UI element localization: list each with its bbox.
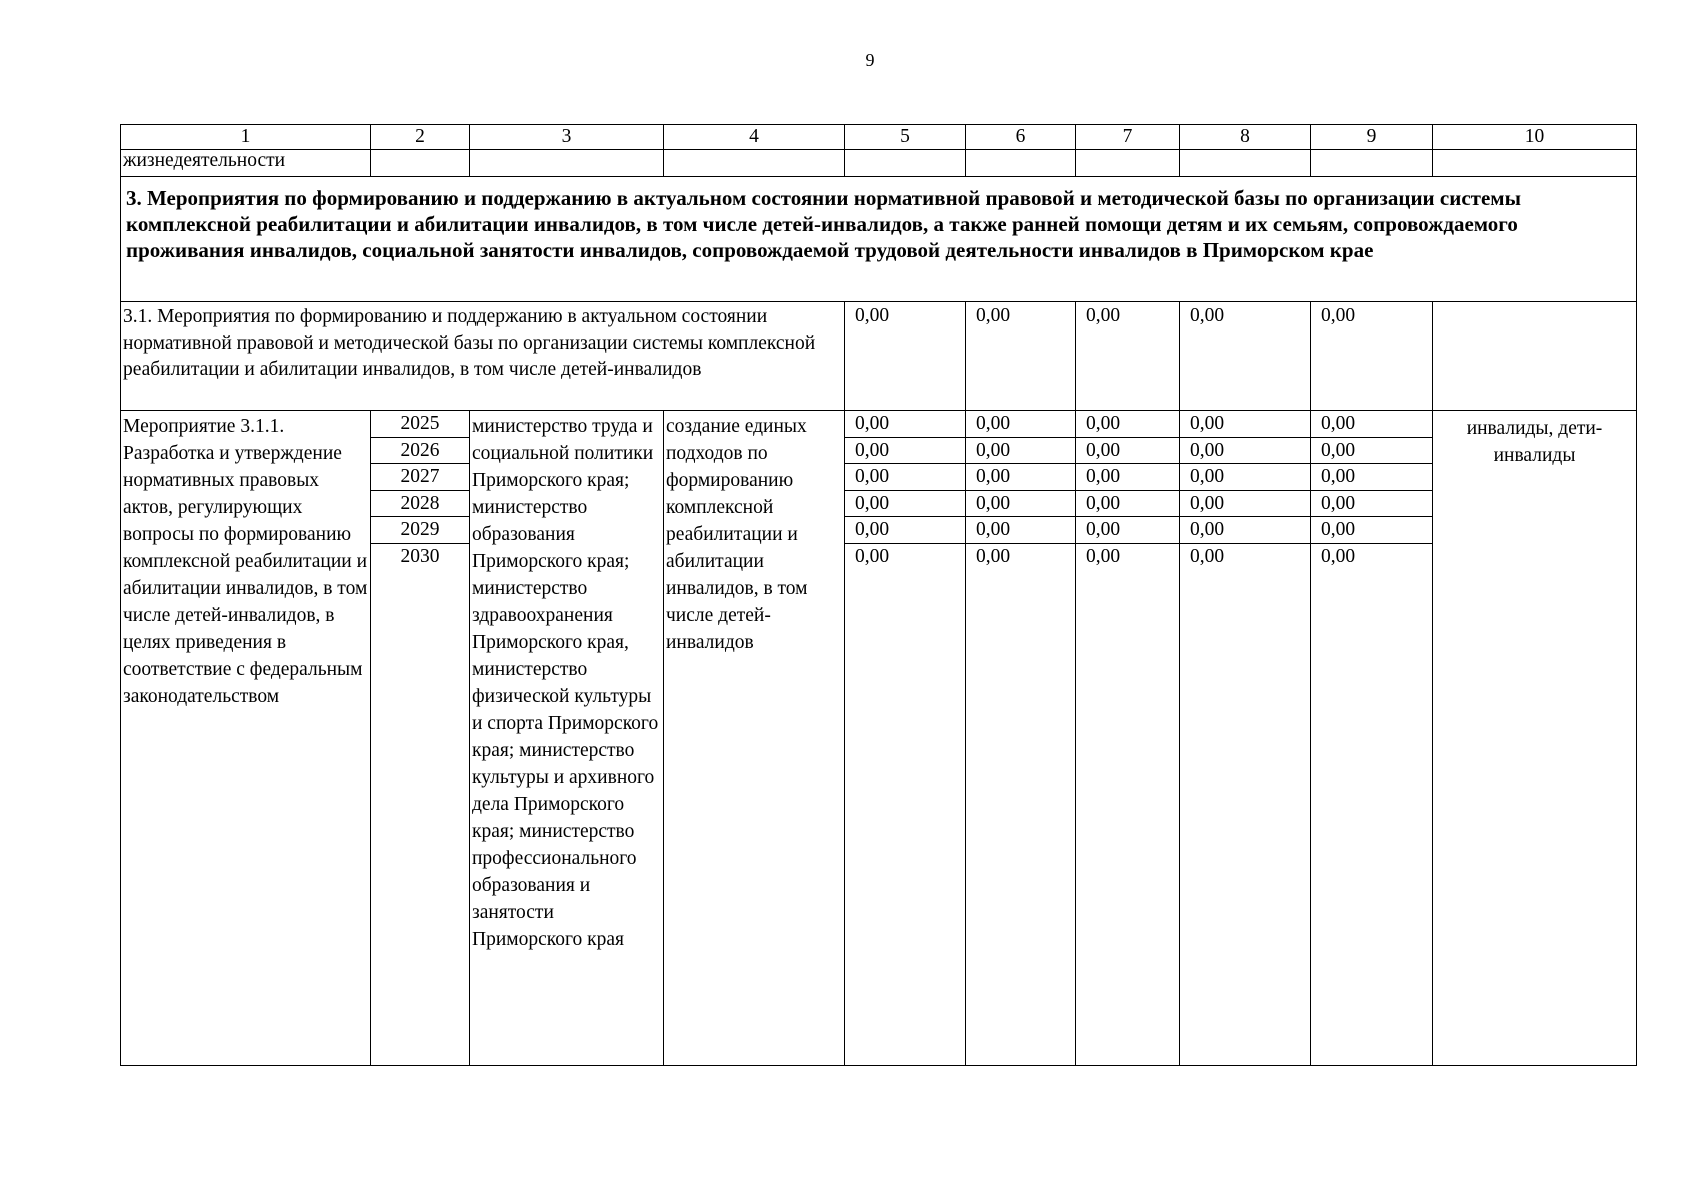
column-header: 4 (664, 125, 845, 150)
value: 0,00 (1180, 438, 1310, 465)
value: 0,00 (1180, 491, 1310, 518)
continuation-row (121, 150, 1637, 177)
year: 2028 (371, 491, 469, 518)
subsection-value: 0,00 (1311, 302, 1433, 411)
year: 2025 (371, 411, 469, 438)
column-header: 9 (1311, 125, 1433, 150)
program-table (120, 124, 1637, 1066)
year: 2030 (400, 545, 440, 567)
value: 0,00 (966, 411, 1075, 438)
value: 0,00 (1180, 517, 1310, 544)
value: 0,00 (1076, 491, 1179, 518)
column-header: 10 (1433, 125, 1637, 150)
value: 0,00 (1180, 411, 1310, 438)
value: 0,00 (1076, 411, 1179, 438)
year: 2026 (371, 438, 469, 465)
col7-values (1076, 411, 1180, 1066)
value: 0,00 (845, 411, 965, 438)
value: 0,00 (845, 464, 965, 491)
value: 0,00 (855, 545, 890, 567)
column-number-row (121, 125, 1637, 150)
column-header: 2 (371, 125, 470, 150)
value: 0,00 (845, 517, 965, 544)
subsection-value: 0,00 (1076, 302, 1180, 411)
value: 0,00 (1180, 464, 1310, 491)
subsection-value: 0,00 (966, 302, 1076, 411)
measure-result: создание единых подходов по формированию комплексной реабилитации и абилитации инвалидов, в том числе детей-инвалидов (664, 411, 845, 1066)
years-cell (371, 411, 470, 1066)
value: 0,00 (1076, 438, 1179, 465)
column-header: 6 (966, 125, 1076, 150)
value: 0,00 (1311, 517, 1432, 544)
value: 0,00 (1311, 491, 1432, 518)
value: 0,00 (1311, 438, 1432, 465)
value: 0,00 (976, 545, 1011, 567)
value: 0,00 (966, 517, 1075, 544)
column-header: 3 (470, 125, 664, 150)
value: 0,00 (1076, 517, 1179, 544)
measure-executors: министерство труда и социальной политики Приморского края; министерство образования Приморского края; министерство здравоохранения Приморского края, министерство физической культуры и спорта Приморского края; министерство культуры и архивного дела Приморского края; министерство профессионального образования и занятости Приморского края (470, 411, 664, 1066)
continuation-text: жизнедеятельности (121, 150, 371, 177)
value: 0,00 (1311, 411, 1432, 438)
col8-values (1180, 411, 1311, 1066)
column-header: 7 (1076, 125, 1180, 150)
value: 0,00 (1321, 545, 1356, 567)
col6-values (966, 411, 1076, 1066)
value: 0,00 (1190, 545, 1225, 567)
column-header: 5 (845, 125, 966, 150)
year: 2029 (371, 517, 469, 544)
page-number: 9 (865, 50, 875, 70)
recipients: инвалиды, дети-инвалиды (1433, 411, 1637, 1066)
measure-name: Мероприятие 3.1.1. Разработка и утверждение нормативных правовых актов, регулирующих вопросы по формированию комплексной реабилитации и абилитации инвалидов, в том числе детей-инвалидов, в целях приведения в соответствие с федеральным законодательством (121, 411, 371, 1066)
subsection-title: 3.1. Мероприятия по формированию и поддержанию в актуальном состоянии нормативной правовой и методической базы по организации системы комплексной реабилитации и абилитации инвалидов, в том числе детей-инвалидов (121, 302, 845, 411)
value: 0,00 (845, 491, 965, 518)
section-title: 3. Мероприятия по формированию и поддержанию в актуальном состоянии нормативной правовой и методической базы по организации системы комплексной реабилитации и абилитации инвалидов, в том числе детей-инвалидов, а также ранней помощи детям и их семьям, сопровождаемого проживания инвалидов, социальной занятости инвалидов, сопровождаемой трудовой деятельности инвалидов в Приморском крае (121, 177, 1637, 302)
value: 0,00 (1086, 545, 1121, 567)
subsection-value: 0,00 (845, 302, 966, 411)
value: 0,00 (845, 438, 965, 465)
subsection-value: 0,00 (1180, 302, 1311, 411)
subsection-row (121, 302, 1637, 411)
column-header: 1 (121, 125, 371, 150)
section-row (121, 177, 1637, 302)
measure-row (121, 411, 1637, 1066)
column-header: 8 (1180, 125, 1311, 150)
value: 0,00 (1076, 464, 1179, 491)
col5-values (845, 411, 966, 1066)
year: 2027 (371, 464, 469, 491)
col9-values (1311, 411, 1433, 1066)
value: 0,00 (1311, 464, 1432, 491)
value: 0,00 (966, 438, 1075, 465)
value: 0,00 (966, 491, 1075, 518)
value: 0,00 (966, 464, 1075, 491)
